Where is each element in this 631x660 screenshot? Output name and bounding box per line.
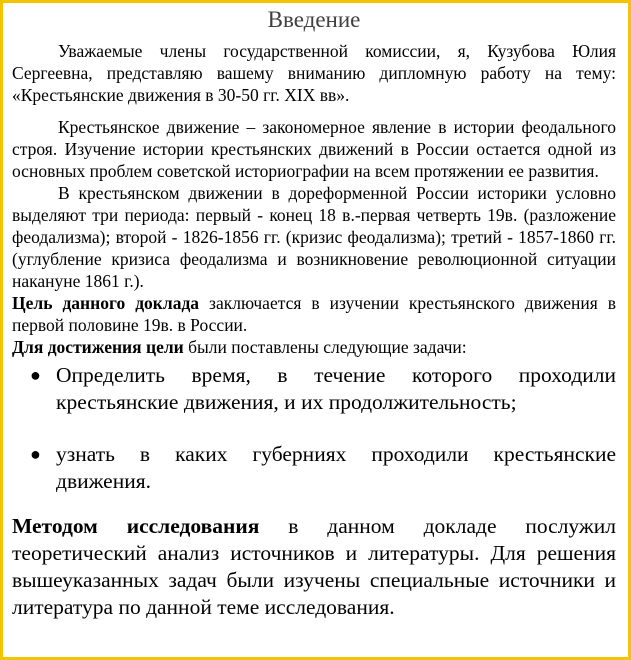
task-text: узнать в каких губерниях проходили крестьянские движения. (56, 442, 616, 493)
goal-text: заключается в изучении крестьянского движения в первой половине 19в. в России. (12, 293, 616, 335)
task-text: Определить время, в течение которого проходили крестьянские движения, и их продолжительность; (56, 363, 616, 414)
intro-paragraph: Уважаемые члены государственной комиссии, я, Кузубова Юлия Сергеевна, представляю вашему вниманию дипломную работу на тему: «Крестьянские движения в 30-50 гг. XIX вв». (12, 41, 616, 105)
tasks-label: Для достижения цели (12, 337, 184, 357)
bullet-icon: ● (30, 444, 41, 464)
tasks-text: были поставлены следующие задачи: (183, 337, 467, 357)
document-body (12, 6, 616, 621)
goal-label: Цель данного доклада (12, 293, 200, 313)
bullet-icon: ● (30, 365, 41, 385)
paragraph-2: В крестьянском движении в дореформенной России историки условно выделяют три периода: первый - конец 18 в.-первая четверть 19в. (разложение феодализма); второй - 1826-1856 гг. (кризис феодализма); третий - 1857-1860 гг. (углубление кризиса феодализма и возникновение революционной ситуации накануне 1861 г.). (12, 183, 616, 291)
document-title: Введение (267, 7, 361, 32)
method-text: в данном докладе послужил теоретический анализ источников и литературы. Для решения вышеуказанных задач были изучены специальные источники и литература по данной теме исследования. (12, 514, 616, 619)
method-label: Методом исследования (12, 514, 260, 538)
tasks-intro-paragraph (12, 336, 616, 358)
list-item (12, 441, 616, 495)
list-item (12, 362, 616, 416)
paragraph-1: Крестьянское движение – закономерное явление в истории феодального строя. Изучение истории крестьянских движений в России остается одной из основных проблем советской историографии на всем протяжении ее развития. (12, 117, 616, 181)
goal-paragraph (12, 292, 616, 336)
tasks-list (12, 362, 616, 495)
method-paragraph (12, 513, 616, 621)
